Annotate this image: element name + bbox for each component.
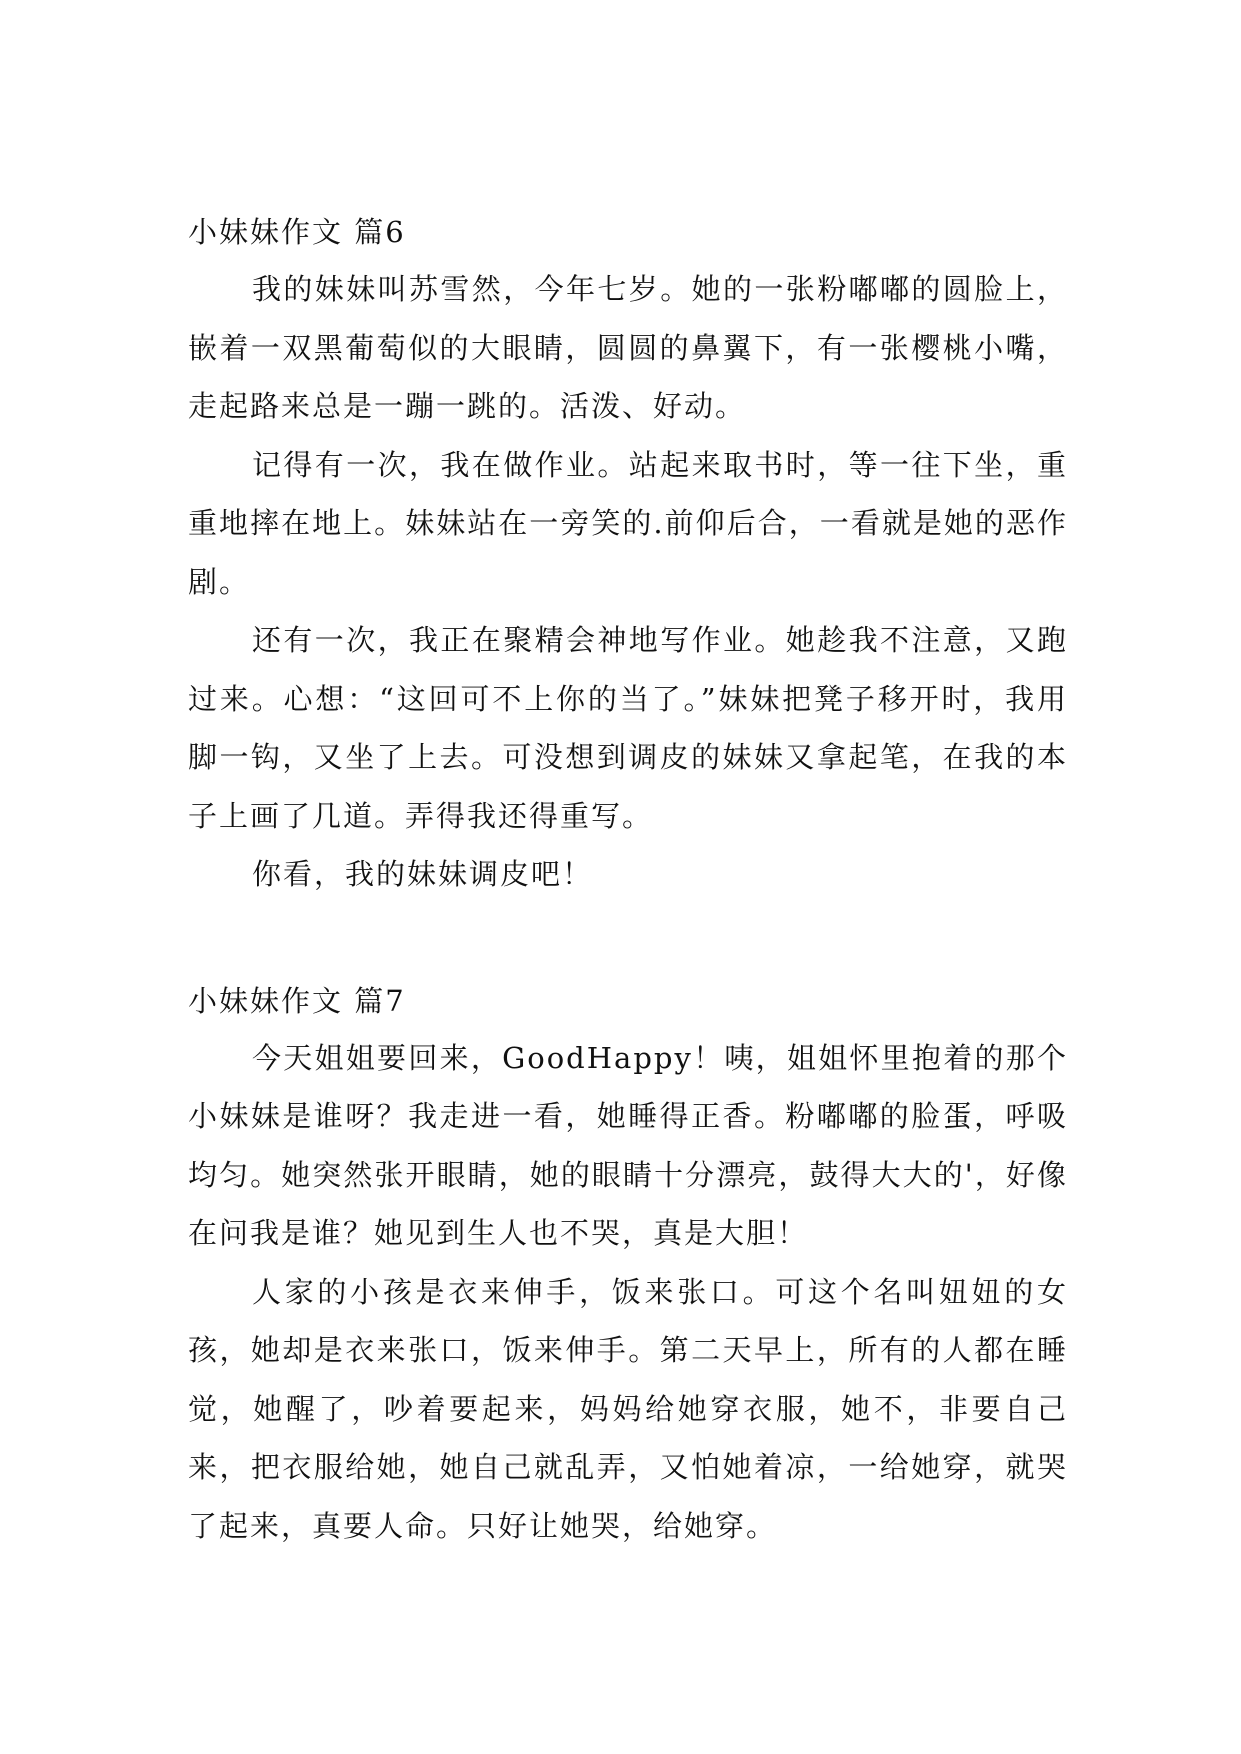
paragraph: 我的妹妹叫苏雪然，今年七岁。她的一张粉嘟嘟的圆脸上，嵌着一双黑葡萄似的大眼睛，圆圆的鼻翼下，有一张樱桃小嘴，走起路来总是一蹦一跳的。活泼、好动。 [188,272,1068,423]
paragraph: 你看，我的妹妹调皮吧！ [252,857,594,891]
essay-section-6 [188,205,1068,904]
section-title: 小妹妹作文 篇6 [188,215,406,249]
paragraph: 人家的小孩是衣来伸手，饭来张口。可这个名叫妞妞的女孩，她却是衣来张口，饭来伸手。第二天早上，所有的人都在睡觉，她醒了，吵着要起来，妈妈给她穿衣服，她不，非要自己来，把衣服给她，她自己就乱弄，又怕她着凉，一给她穿，就哭了起来，真要人命。只好让她哭，给她穿。 [188,1274,1068,1543]
document-page [188,205,1068,1555]
essay-section-7 [188,974,1068,1556]
section-title: 小妹妹作文 篇7 [188,983,406,1018]
paragraph: 记得有一次，我在做作业。站起来取书时，等一往下坐，重重地摔在地上。妹妹站在一旁笑的.前仰后合，一看就是她的恶作剧。 [188,447,1068,599]
paragraph: 还有一次，我正在聚精会神地写作业。她趁我不注意，又跑过来。心想：“这回可不上你的当了。”妹妹把凳子移开时，我用脚一钩，又坐了上去。可没想到调皮的妹妹又拿起笔，在我的本子上画了几道。弄得我还得重写。 [188,623,1068,833]
paragraph: 今天姐姐要回来，GoodHappy！咦，姐姐怀里抱着的那个小妹妹是谁呀？我走进一看，她睡得正香。粉嘟嘟的脸蛋，呼吸均匀。她突然张开眼睛，她的眼睛十分漂亮，鼓得大大的'，好像在问我是谁？她见到生人也不哭，真是大胆！ [188,1040,1068,1250]
